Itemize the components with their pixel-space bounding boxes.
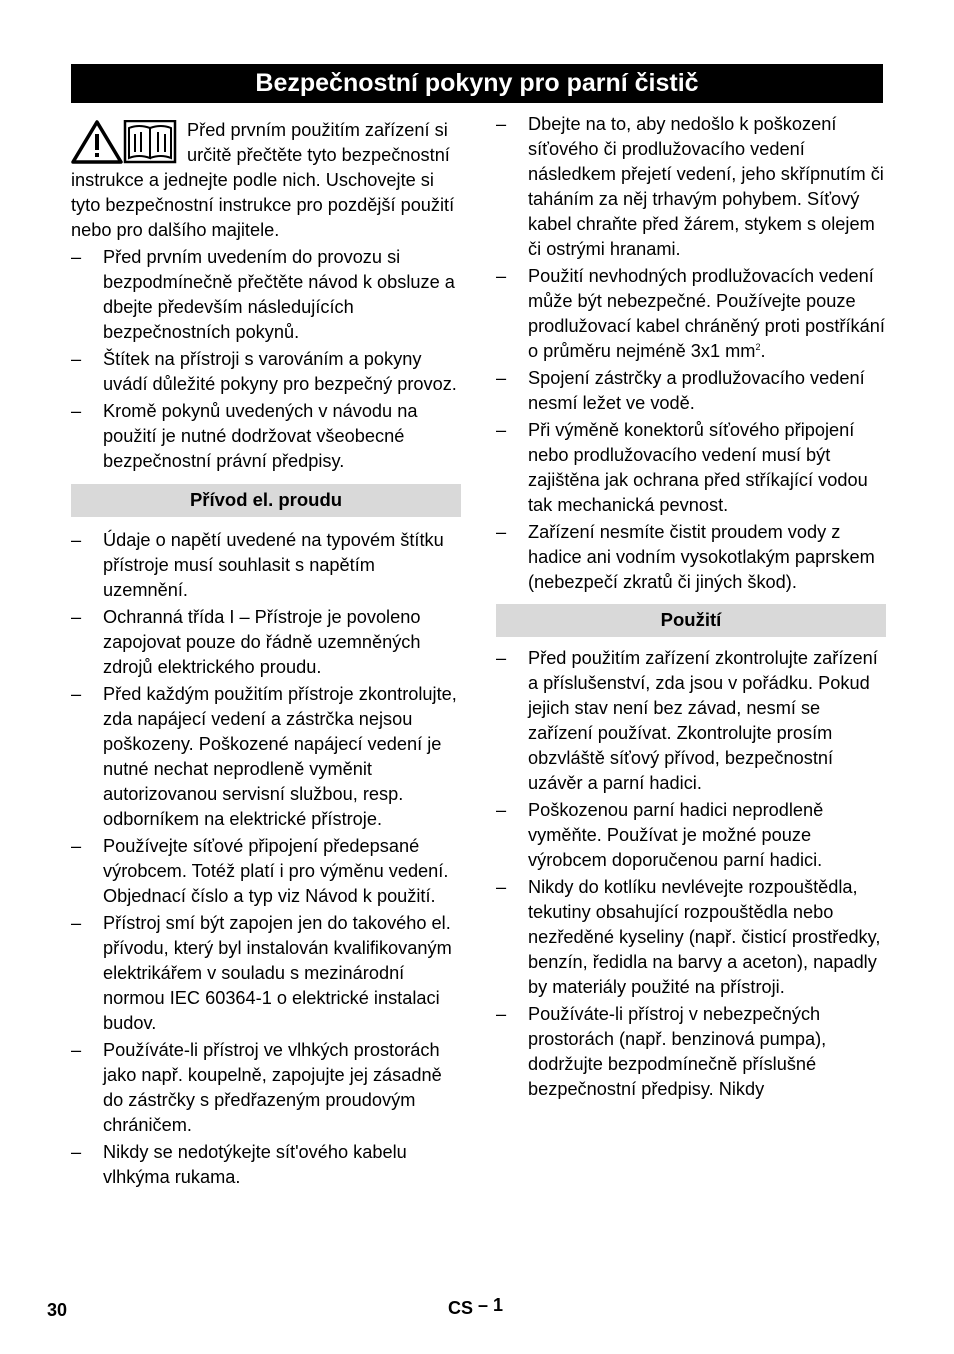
left-column [71,118,461,1192]
page-title: Bezpečnostní pokyny pro parní čistič [71,64,883,103]
dash-bullet: – [71,401,82,421]
cable-safety-list [496,112,886,595]
list-item-text: Zařízení nesmíte čistit proudem vody z hadice ani vodním vysokotlakým paprskem (nebezpečí zkratů či jiných škod). [528,522,875,592]
list-item [71,347,461,397]
list-item-text: Při výměně konektorů síťového připojení nebo prodlužovacího vedení musí být zajištěna jak ochrana před stříkající vodou tak mechanická pevnost. [528,420,868,515]
list-item [71,911,461,1036]
list-item [496,798,886,873]
list-item-text: Kromě pokynů uvedených v návodu na použití je nutné dodržovat všeobecné bezpečnostní právní předpisy. [103,401,418,471]
list-item-text: Přístroj smí být zapojen jen do takového el. přívodu, který byl instalován kvalifikovaným elektrikářem v souladu s mezinárodní normou IEC 60364-1 o elektrické instalaci budov. [103,913,452,1033]
list-item [496,418,886,518]
superscript-2: 2 [755,341,761,352]
dash-bullet: – [496,877,507,897]
dash-bullet: – [71,247,82,267]
general-safety-list [71,245,461,474]
list-item [71,605,461,680]
list-item [496,646,886,796]
list-item [496,1002,886,1102]
dash-bullet: – [496,522,507,542]
intro-text: Před prvním použitím zařízení si určitě přečtěte tyto bezpečnostní instrukce a jednejte podle nich. Uschovejte si tyto bezpečnostní instrukce pro pozdější použití nebo pro dalšího majitele. [71,120,455,240]
dash-bullet: – [496,800,507,820]
dash-bullet: – [496,1004,507,1024]
list-item-text: Před každým použitím přístroje zkontrolujte, zda napájecí vedení a zástrčka nejsou poškozeny. Poškozené napájecí vedení je nutné nechat neprodleně vyměnit autorizovanou servisní službou, resp. odborníkem na elektrické přístroje. [103,684,457,829]
list-item-text: Používejte síťové připojení předepsané výrobcem. Totéž platí i pro výměnu vedení. Objednací číslo a typ viz Návod k použití. [103,836,449,906]
list-item [71,399,461,474]
dash-bullet: – [71,530,82,550]
dash-bullet: – [496,368,507,388]
list-item-text: Nikdy se nedotýkejte sít'ového kabelu vlhkýma rukama. [103,1142,407,1187]
list-item-text: Nikdy do kotlíku nevlévejte rozpouštědla, tekutiny obsahující rozpouštědla nebo nezředěné kyseliny (např. čisticí prostředky, benzín, ředidla na barvy a aceton), napadly by materiály použité na přístroji. [528,877,881,997]
dash-bullet: – [496,114,507,134]
list-item-text: Použití nevhodných prodlužovacích vedení může být nebezpečné. Používejte pouze prodlužovací kabel chráněný proti postříkání o průměru nejméně 3x1 mm [528,266,885,361]
section-heading-use: Použití [496,604,886,637]
section-page: – 1 [478,1295,504,1315]
power-supply-list [71,528,461,1190]
right-column [496,112,886,1104]
list-item [71,1038,461,1138]
list-item [496,112,886,262]
dash-bullet: – [71,1040,82,1060]
dash-bullet: – [71,349,82,369]
dash-bullet: – [496,420,507,440]
list-item [71,834,461,909]
list-item-text: Používáte-li přístroj v nebezpečných prostorách (např. benzinová pumpa), dodržujte bezpodmínečně příslušné bezpečnostní předpisy. Nikdy [528,1004,827,1099]
intro-block [71,118,461,243]
section-heading-power: Přívod el. proudu [71,484,461,517]
list-item-text: Ochranná třída I – Přístroje je povoleno zapojovat pouze do řádně uzemněných zdrojů elektrického proudu. [103,607,421,677]
dash-bullet: – [71,913,82,933]
list-item-text: Údaje o napětí uvedené na typovém štítku přístroje musí souhlasit s napětím uzemnění. [103,530,444,600]
list-item-text: Před prvním uvedením do provozu si bezpodmínečně přečtěte návod k obsluze a dbejte především následujících bezpečnostních pokynů. [103,247,455,342]
list-item [496,875,886,1000]
list-item [496,520,886,595]
dash-bullet: – [71,607,82,627]
warning-icons [71,120,181,164]
manual-book-icon [71,120,181,164]
list-item-text: Používáte-li přístroj ve vlhkých prostorách jako např. koupelně, zapojujte jej zásadně do zástrčky s předřazeným proudovým chráničem. [103,1040,442,1135]
list-item [71,682,461,832]
list-item-text: Spojení zástrčky a prodlužovacího vedení nesmí ležet ve vodě. [528,368,865,413]
dash-bullet: – [496,266,507,286]
list-item [71,245,461,345]
dash-bullet: – [496,648,507,668]
list-item [496,366,886,416]
footer-page-label [448,1295,504,1319]
list-item-text: Poškozenou parní hadici neprodleně vyměňte. Používat je možné pouze výrobcem doporučenou parní hadici. [528,800,824,870]
page-number: 30 [47,1300,68,1320]
language-code: CS [448,1298,474,1318]
dash-bullet: – [71,1142,82,1162]
list-item-text: Štítek na přístroji s varováním a pokyny uvádí důležité pokyny pro bezpečný provoz. [103,349,457,394]
dash-bullet: – [71,684,82,704]
list-item-text: Dbejte na to, aby nedošlo k poškození síťového či prodlužovacího vedení následkem přejetí vedení, jeho skřípnutím či taháním za něj trhavým pohybem. Síťový kabel chraňte před žárem, stykem s olejem či ostrými hranami. [528,114,884,259]
usage-list [496,646,886,1102]
list-item-suffix: . [760,341,766,361]
dash-bullet: – [71,836,82,856]
list-item [71,528,461,603]
list-item-text: Před použitím zařízení zkontrolujte zařízení a příslušenství, zda jsou v pořádku. Pokud jejich stav není bez závad, nesmí se zařízení používat. Zkontrolujte prosím obzvláště síťový přívod, bezpečnostní uzávěr a parní hadici. [528,648,878,793]
list-item [496,264,886,364]
list-item [71,1140,461,1190]
